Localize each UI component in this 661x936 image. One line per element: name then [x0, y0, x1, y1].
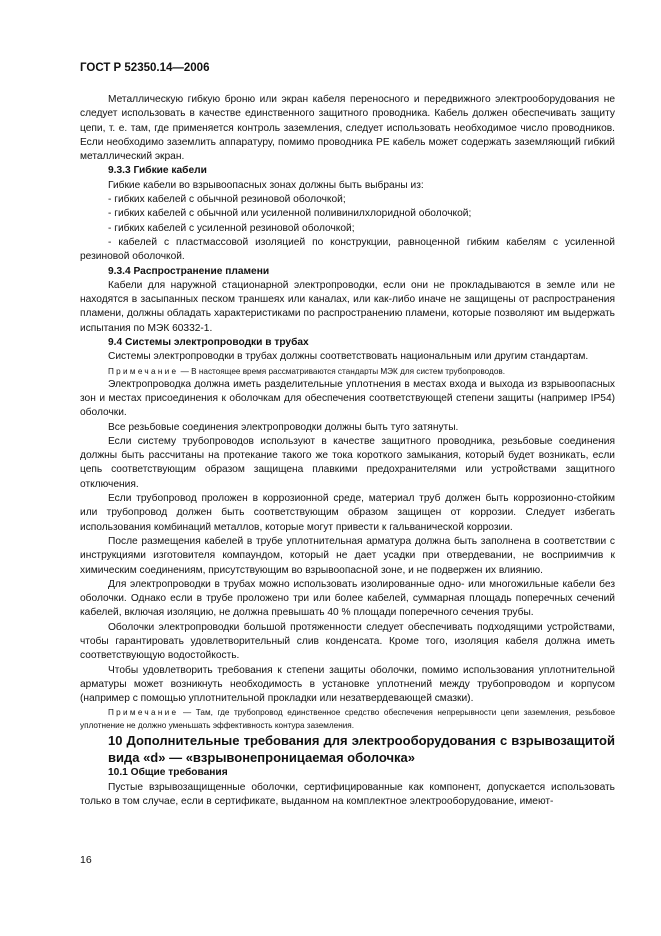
paragraph: Оболочки электропроводки большой протяженности следует обеспечивать подходящими устройствами, чтобы гарантировать удовлетворительный слив конденсата. Кроме того, изоляция кабеля должна иметь соответствующую водостойкость.	[80, 621, 615, 662]
paragraph: Металлическую гибкую броню или экран кабеля переносного и передвижного электрооборудования не следует использовать в качестве единственного защитного проводника. Кабель должен обеспечивать защиту цепи, т. е. там, где применяется контроль заземления, следует использовать необходимое число проводников. Если необходимо заземлить аппаратуру, помимо проводника PE кабель может содержать заземляющий гибкий металлический экран.	[80, 94, 615, 163]
note	[80, 365, 615, 378]
list-item: - гибких кабелей с обычной резиновой оболочкой;	[108, 194, 346, 206]
paragraph: Чтобы удовлетворить требования к степени защиты оболочки, помимо использования уплотнительной арматуры может возникнуть необходимость в установке уплотнений между трубопроводом и корпусом (например с помощью уплотнительной прокладки или незатвердевающей смазки).	[80, 664, 615, 705]
list-item: - гибких кабелей с усиленной резиновой оболочкой;	[108, 222, 355, 234]
note	[80, 706, 615, 732]
paragraph: Гибкие кабели во взрывоопасных зонах должны быть выбраны из:	[108, 179, 424, 191]
paragraph: Электропроводка должна иметь разделительные уплотнения в местах входа и выхода из взрывоопасных зон и местах присоединения к оболочкам для обеспечения соответствующей степени защиты (например IP54) оболочки.	[80, 378, 615, 419]
paragraph: Если трубопровод проложен в коррозионной среде, материал труб должен быть коррозионно-стойким или трубопровод должен быть соответствующим образом защищен от коррозии. Следует избегать использования комбинаций металлов, которые могут привести к гальванической коррозии.	[80, 493, 615, 533]
paragraph: Все резьбовые соединения электропроводки должны быть туго затянуты.	[108, 421, 459, 433]
note-text: — Там, где трубопровод единственное средство обеспечения непрерывности цепи заземления, резьбовое уплотнение не должно уменьшать эффективность контура заземления.	[80, 708, 615, 731]
subsection-heading-9-3-4: 9.3.4 Распространение пламени	[108, 265, 270, 277]
note-label: Примечание	[108, 366, 179, 376]
paragraph: Пустые взрывозащищенные оболочки, сертифицированные как компонент, допускается использовать только в том случае, если в сертификате, выданном на комплектное электрооборудование, имеют-	[80, 781, 615, 808]
note-label: Примечание	[108, 708, 179, 718]
paragraph: Системы электропроводки в трубах должны соответствовать национальным или другим стандартам.	[108, 351, 589, 363]
list-item: - кабелей с пластмассовой изоляцией по конструкции, равноценной гибким кабелям с усиленной резиновой оболочкой.	[80, 236, 615, 263]
paragraph: После размещения кабелей в трубе уплотнительная арматура должна быть заполнена в соответствии с инструкциями изготовителя компаундом, который не дает усадки при отвердевании, не восприимчив к химическим соединениям, присутствующим во взрывоопасной зоне, и не подвержен их влиянию.	[80, 535, 615, 576]
subsection-heading-9-3-3: 9.3.3 Гибкие кабели	[108, 165, 207, 177]
page-number: 16	[80, 854, 92, 866]
list-item: - гибких кабелей с обычной или усиленной поливинилхлоридной оболочкой;	[108, 208, 472, 220]
subsection-heading-10-1: 10.1 Общие требования	[108, 767, 228, 779]
paragraph: Кабели для наружной стационарной электропроводки, если они не прокладываются в земле или не находятся в засыпанных песком траншеях или каналах, или как-либо иначе не защищены от распространения пламени, должны обладать характеристиками по распространению пламени, которые позволяют им выдержать испытания по МЭК 60332-1.	[80, 279, 615, 334]
paragraph: Если систему трубопроводов используют в качестве защитного проводника, резьбовые соединения должны быть рассчитаны на протекание такого же тока короткого замыкания, который будет возникать, если цепь соответствующим образом защищена плавкими предохранителями или устройствами защитного отключения.	[80, 435, 615, 490]
paragraph: Для электропроводки в трубах можно использовать изолированные одно- или многожильные кабели без оболочки. Однако если в трубе проложено три или более кабелей, суммарная площадь поперечных сечений кабелей, включая изоляцию, не должна превышать 40 % площади поперечного сечения трубы.	[80, 578, 615, 619]
subsection-heading-9-4: 9.4 Системы электропроводки в трубах	[108, 337, 309, 349]
document-body	[80, 93, 615, 809]
section-heading-10: 10 Дополнительные требования для электрооборудования с взрывозащитой вида «d» — «взрывонепроницаемая оболочка»	[108, 733, 615, 766]
document-header: ГОСТ Р 52350.14—2006	[80, 62, 210, 74]
note-text: — В настоящее время рассматриваются стандарты МЭК для систем трубопроводов.	[180, 366, 506, 376]
